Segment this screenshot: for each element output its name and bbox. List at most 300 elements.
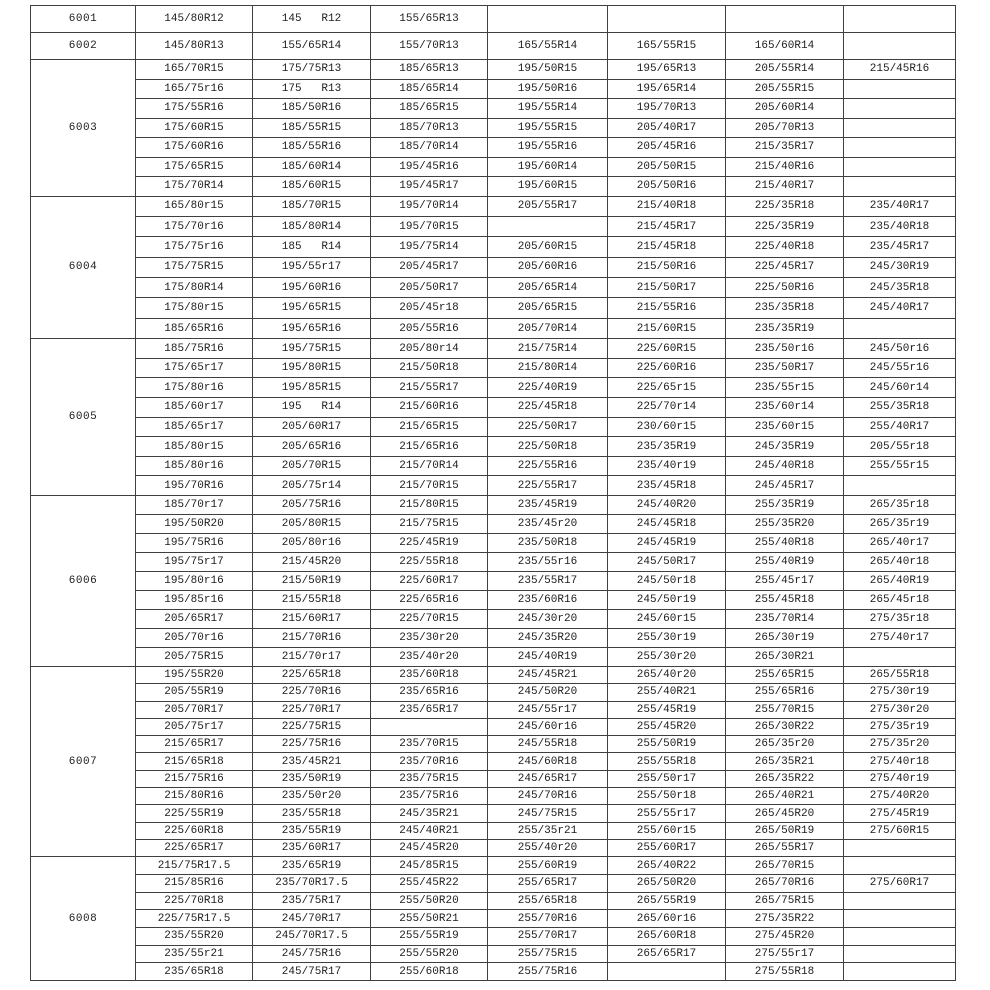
table-row: [31, 437, 956, 457]
tire-size-cell: 205/55r18: [844, 437, 956, 457]
tire-size-cell: 195/65R13: [608, 60, 726, 80]
tire-size-cell: 225/45R18: [488, 398, 608, 418]
tire-size-cell: 235/70R17.5: [253, 874, 371, 892]
tire-size-cell: 205/60R17: [253, 417, 371, 437]
tire-size-cell: 265/40r18: [844, 552, 956, 571]
tire-size-cell: 195/55R16: [488, 138, 608, 158]
tire-size-cell: 265/70R15: [726, 857, 844, 875]
tire-size-cell: 205/80R15: [253, 514, 371, 533]
tire-size-cell: 175/80R14: [136, 278, 253, 298]
tire-size-cell: 215/80R15: [371, 495, 488, 514]
tire-size-cell: 215/75R17.5: [136, 857, 253, 875]
empty-cell: [844, 945, 956, 963]
tire-size-cell: 245/35R21: [371, 805, 488, 822]
table-row: [31, 647, 956, 666]
tire-size-cell: 255/60R17: [608, 839, 726, 856]
table-row: [31, 417, 956, 437]
tire-size-cell: 245/45R19: [608, 533, 726, 552]
tire-size-cell: 185/70r17: [136, 495, 253, 514]
tire-size-cell: 235/35R19: [726, 318, 844, 338]
tire-size-cell: 235/55r15: [726, 378, 844, 398]
table-row: [31, 237, 956, 257]
tire-size-cell: 215/50R19: [253, 571, 371, 590]
tire-size-cell: 195/70R15: [371, 216, 488, 236]
tire-size-cell: 215/40R18: [608, 196, 726, 216]
tire-size-cell: 205/60R15: [488, 237, 608, 257]
table-row: [31, 892, 956, 910]
tire-size-cell: 195/55R15: [488, 118, 608, 138]
tire-size-cell: 205/75r17: [136, 718, 253, 735]
table-row: [31, 6, 956, 33]
tire-size-cell: 195/70R13: [608, 99, 726, 119]
table-row: [31, 318, 956, 338]
table-row: [31, 514, 956, 533]
tire-size-cell: 225/60R16: [608, 358, 726, 378]
tire-size-cell: 225/65R16: [371, 590, 488, 609]
tire-size-cell: 245/35R20: [488, 628, 608, 647]
table-row: [31, 257, 956, 277]
table-row: [31, 718, 956, 735]
tire-size-cell: 235/70R14: [726, 609, 844, 628]
tire-size-cell: 245/45R20: [371, 839, 488, 856]
tire-table-body: [31, 6, 956, 981]
tire-size-cell: 255/50r18: [608, 788, 726, 805]
tire-size-cell: 205/45R17: [371, 257, 488, 277]
tire-size-cell: 175/80r16: [136, 378, 253, 398]
table-row: [31, 33, 956, 60]
tire-size-cell: 235/40R17: [844, 196, 956, 216]
tire-size-cell: 245/50R17: [608, 552, 726, 571]
tire-size-cell: 265/30R22: [726, 718, 844, 735]
group-code-cell: 6004: [31, 196, 136, 339]
tire-size-cell: 265/40R19: [844, 571, 956, 590]
tire-size-cell: 195/65R15: [253, 298, 371, 318]
empty-cell: [844, 476, 956, 496]
tire-size-cell: 245/60r15: [608, 609, 726, 628]
tire-size-cell: 255/40R18: [726, 533, 844, 552]
tire-size-cell: 225/70R18: [136, 892, 253, 910]
tire-size-cell: 265/65R17: [608, 945, 726, 963]
tire-size-cell: 195/55R20: [136, 666, 253, 683]
tire-size-cell: 195/50R16: [488, 79, 608, 99]
tire-size-cell: 195/65R16: [253, 318, 371, 338]
tire-size-cell: 255/35R18: [844, 398, 956, 418]
tire-size-cell: 175 R13: [253, 79, 371, 99]
table-row: [31, 910, 956, 928]
tire-size-cell: 185/50R16: [253, 99, 371, 119]
tire-size-cell: 265/55R19: [608, 892, 726, 910]
tire-size-cell: 235/55R17: [488, 571, 608, 590]
tire-size-cell: 145/80R13: [136, 33, 253, 60]
tire-size-cell: 235/40r20: [371, 647, 488, 666]
tire-size-cell: 245/45R17: [726, 476, 844, 496]
tire-size-cell: 215/75R15: [371, 514, 488, 533]
tire-size-cell: 265/35r20: [726, 736, 844, 753]
empty-cell: [844, 157, 956, 177]
empty-cell: [371, 718, 488, 735]
tire-size-cell: 215/70R15: [371, 476, 488, 496]
tire-size-cell: 195/60R15: [488, 177, 608, 197]
tire-size-cell: 185/60R15: [253, 177, 371, 197]
tire-size-cell: 225/70R15: [371, 609, 488, 628]
tire-size-cell: 205/55R19: [136, 684, 253, 701]
tire-size-cell: 215/65R17: [136, 736, 253, 753]
tire-size-cell: 195 R14: [253, 398, 371, 418]
empty-cell: [844, 118, 956, 138]
table-row: [31, 138, 956, 158]
tire-size-cell: 165/75r16: [136, 79, 253, 99]
tire-size-cell: 265/50R19: [726, 822, 844, 839]
tire-size-cell: 265/40r20: [608, 666, 726, 683]
tire-size-cell: 255/40R17: [844, 417, 956, 437]
tire-size-cell: 235/65R19: [253, 857, 371, 875]
tire-size-cell: 255/70R15: [726, 701, 844, 718]
table-row: [31, 358, 956, 378]
group-code-cell: 6008: [31, 857, 136, 981]
tire-size-cell: 215/70r17: [253, 647, 371, 666]
tire-size-cell: 265/40r17: [844, 533, 956, 552]
tire-size-cell: 185/80R14: [253, 216, 371, 236]
tire-size-cell: 235/55R20: [136, 928, 253, 946]
tire-size-cell: 225/55R17: [488, 476, 608, 496]
tire-size-cell: 225/65R18: [253, 666, 371, 683]
tire-size-cell: 255/50R21: [371, 910, 488, 928]
group-code-cell: 6002: [31, 33, 136, 60]
tire-size-cell: 185/75R16: [136, 339, 253, 359]
tire-size-cell: 275/35r19: [844, 718, 956, 735]
tire-size-cell: 225/75R15: [253, 718, 371, 735]
table-row: [31, 857, 956, 875]
table-row: [31, 278, 956, 298]
tire-size-cell: 235/35R19: [608, 437, 726, 457]
table-row: [31, 99, 956, 119]
tire-size-cell: 205/75R16: [253, 495, 371, 514]
tire-size-cell: 255/50R19: [608, 736, 726, 753]
table-row: [31, 476, 956, 496]
tire-size-cell: 215/45R16: [844, 60, 956, 80]
tire-size-cell: 215/50R18: [371, 358, 488, 378]
tire-size-cell: 255/55r15: [844, 456, 956, 476]
tire-size-cell: 205/55R14: [726, 60, 844, 80]
tire-size-cell: 275/35r20: [844, 736, 956, 753]
table-row: [31, 805, 956, 822]
tire-size-cell: 225/45R19: [371, 533, 488, 552]
tire-size-cell: 225/65R17: [136, 839, 253, 856]
tire-size-cell: 175/65r17: [136, 358, 253, 378]
table-row: [31, 339, 956, 359]
tire-size-cell: 235/60r14: [726, 398, 844, 418]
tire-size-cell: 235/45R19: [488, 495, 608, 514]
tire-size-cell: 235/60R16: [488, 590, 608, 609]
tire-size-cell: 225/50R17: [488, 417, 608, 437]
tire-size-cell: 255/75R15: [488, 945, 608, 963]
tire-size-cell: 255/45R19: [608, 701, 726, 718]
table-row: [31, 533, 956, 552]
tire-size-cell: 225/60R15: [608, 339, 726, 359]
tire-size-cell: 165/55R14: [488, 33, 608, 60]
table-row: [31, 753, 956, 770]
group-code-cell: 6006: [31, 495, 136, 666]
tire-size-cell: 245/30r20: [488, 609, 608, 628]
tire-size-cell: 265/35R22: [726, 770, 844, 787]
tire-size-cell: 235/65R17: [371, 701, 488, 718]
tire-size-cell: 225/70r14: [608, 398, 726, 418]
tire-size-cell: 215/75R16: [136, 770, 253, 787]
tire-size-cell: 255/60r15: [608, 822, 726, 839]
tire-size-cell: 205/75R15: [136, 647, 253, 666]
tire-size-cell: 235/45r20: [488, 514, 608, 533]
tire-size-cell: 265/45r18: [844, 590, 956, 609]
tire-size-cell: 255/40R21: [608, 684, 726, 701]
tire-size-cell: 245/70R17.5: [253, 928, 371, 946]
table-row: [31, 378, 956, 398]
tire-size-cell: 245/40R19: [488, 647, 608, 666]
tire-size-cell: 255/55R19: [371, 928, 488, 946]
tire-size-cell: 265/55R17: [726, 839, 844, 856]
tire-size-cell: 235/60R17: [253, 839, 371, 856]
empty-cell: [488, 216, 608, 236]
table-row: [31, 196, 956, 216]
tire-size-cell: 205/80r14: [371, 339, 488, 359]
tire-size-cell: 265/35r18: [844, 495, 956, 514]
tire-size-cell: 205/80r16: [253, 533, 371, 552]
tire-size-cell: 245/60r14: [844, 378, 956, 398]
table-row: [31, 928, 956, 946]
tire-size-cell: 195/80R15: [253, 358, 371, 378]
tire-size-cell: 265/60r16: [608, 910, 726, 928]
tire-size-cell: 155/65R14: [253, 33, 371, 60]
tire-size-cell: 185/60R14: [253, 157, 371, 177]
tire-size-cell: 185/70R13: [371, 118, 488, 138]
tire-size-cell: 255/45R20: [608, 718, 726, 735]
tire-size-cell: 255/60R18: [371, 963, 488, 981]
tire-size-cell: 265/45R20: [726, 805, 844, 822]
empty-cell: [608, 963, 726, 981]
tire-size-cell: 195/75R16: [136, 533, 253, 552]
tire-size-cell: 215/80R16: [136, 788, 253, 805]
tire-size-cell: 195/70R14: [371, 196, 488, 216]
tire-size-cell: 245/45R21: [488, 666, 608, 683]
tire-size-cell: 185/70R14: [371, 138, 488, 158]
tire-size-cell: 275/40r17: [844, 628, 956, 647]
tire-size-cell: 235/45R18: [608, 476, 726, 496]
tire-size-cell: 245/85R15: [371, 857, 488, 875]
tire-size-cell: 225/65r15: [608, 378, 726, 398]
table-row: [31, 770, 956, 787]
tire-size-cell: 255/65R16: [726, 684, 844, 701]
tire-size-cell: 235/50r16: [726, 339, 844, 359]
tire-size-cell: 245/55r17: [488, 701, 608, 718]
table-row: [31, 157, 956, 177]
tire-size-cell: 215/65R16: [371, 437, 488, 457]
tire-size-cell: 255/40R19: [726, 552, 844, 571]
tire-size-cell: 235/55r21: [136, 945, 253, 963]
tire-size-cell: 255/55R20: [371, 945, 488, 963]
tire-size-cell: 235/75R15: [371, 770, 488, 787]
table-row: [31, 788, 956, 805]
tire-size-cell: 245/35R19: [726, 437, 844, 457]
table-row: [31, 839, 956, 856]
tire-size-cell: 225/75R17.5: [136, 910, 253, 928]
tire-size-cell: 235/60R18: [371, 666, 488, 683]
tire-size-cell: 205/55R15: [726, 79, 844, 99]
tire-size-cell: 225/40R19: [488, 378, 608, 398]
tire-size-cell: 245/50R20: [488, 684, 608, 701]
tire-size-cell: 185/80r15: [136, 437, 253, 457]
tire-size-cell: 155/65R13: [371, 6, 488, 33]
tire-size-cell: 175/75R15: [136, 257, 253, 277]
tire-size-cell: 255/50r17: [608, 770, 726, 787]
group-code-cell: 6005: [31, 339, 136, 496]
tire-size-cell: 255/30r19: [608, 628, 726, 647]
tire-size-cell: 215/40R17: [726, 177, 844, 197]
tire-size-cell: 275/55r17: [726, 945, 844, 963]
tire-size-cell: 175/65R15: [136, 157, 253, 177]
tire-size-cell: 185/65R15: [371, 99, 488, 119]
tire-size-cell: 265/35R21: [726, 753, 844, 770]
tire-size-cell: 195/85R15: [253, 378, 371, 398]
tire-size-cell: 245/75R16: [253, 945, 371, 963]
table-row: [31, 571, 956, 590]
empty-cell: [726, 6, 844, 33]
tire-size-cell: 235/50R19: [253, 770, 371, 787]
tire-size-cell: 255/65R17: [488, 874, 608, 892]
tire-size-cell: 235/50R17: [726, 358, 844, 378]
tire-size-cell: 235/65R18: [136, 963, 253, 981]
tire-size-cell: 265/40R22: [608, 857, 726, 875]
tire-size-cell: 255/35r21: [488, 822, 608, 839]
tire-size-cell: 265/75R15: [726, 892, 844, 910]
tire-size-cell: 225/50R16: [726, 278, 844, 298]
tire-size-cell: 265/50R20: [608, 874, 726, 892]
tire-size-table: [30, 5, 956, 981]
tire-size-cell: 205/60R14: [726, 99, 844, 119]
tire-size-cell: 205/65R17: [136, 609, 253, 628]
table-row: [31, 963, 956, 981]
tire-size-cell: 215/70R14: [371, 456, 488, 476]
tire-size-cell: 165/80r15: [136, 196, 253, 216]
tire-size-cell: 235/35R18: [726, 298, 844, 318]
tire-size-cell: 225/55R19: [136, 805, 253, 822]
tire-size-cell: 175/75r16: [136, 237, 253, 257]
tire-size-cell: 145/80R12: [136, 6, 253, 33]
table-row: [31, 177, 956, 197]
tire-size-cell: 185/70R15: [253, 196, 371, 216]
tire-size-cell: 195/45R17: [371, 177, 488, 197]
tire-size-cell: 275/45R19: [844, 805, 956, 822]
tire-size-cell: 215/85R16: [136, 874, 253, 892]
tire-size-cell: 265/40R21: [726, 788, 844, 805]
tire-size-cell: 255/70R16: [488, 910, 608, 928]
tire-size-cell: 275/45R20: [726, 928, 844, 946]
tire-size-cell: 215/65R18: [136, 753, 253, 770]
tire-size-cell: 205/55R16: [371, 318, 488, 338]
tire-size-cell: 215/75R14: [488, 339, 608, 359]
tire-size-cell: 235/55R18: [253, 805, 371, 822]
tire-size-cell: 245/30R19: [844, 257, 956, 277]
tire-size-cell: 255/35R19: [726, 495, 844, 514]
tire-size-cell: 175/55R16: [136, 99, 253, 119]
tire-size-cell: 175/80r15: [136, 298, 253, 318]
tire-size-cell: 235/75R16: [371, 788, 488, 805]
table-row: [31, 118, 956, 138]
tire-size-cell: 225/55R18: [371, 552, 488, 571]
tire-size-cell: 265/30r19: [726, 628, 844, 647]
tire-size-cell: 175/70R14: [136, 177, 253, 197]
tire-size-cell: 215/50R16: [608, 257, 726, 277]
tire-size-cell: 185/65r17: [136, 417, 253, 437]
tire-size-cell: 205/70R17: [136, 701, 253, 718]
table-row: [31, 552, 956, 571]
tire-size-cell: 225/60R17: [371, 571, 488, 590]
tire-size-cell: 195/45R16: [371, 157, 488, 177]
tire-size-cell: 205/50R16: [608, 177, 726, 197]
table-row: [31, 628, 956, 647]
tire-size-cell: 185/80r16: [136, 456, 253, 476]
tire-size-cell: 215/60R15: [608, 318, 726, 338]
tire-size-cell: 215/45R17: [608, 216, 726, 236]
tire-size-cell: 245/60r16: [488, 718, 608, 735]
table-row: [31, 216, 956, 236]
tire-size-cell: 205/45r18: [371, 298, 488, 318]
tire-size-cell: 165/55R15: [608, 33, 726, 60]
empty-cell: [844, 857, 956, 875]
tire-size-cell: 225/70R16: [253, 684, 371, 701]
tire-size-cell: 255/65R18: [488, 892, 608, 910]
tire-size-cell: 215/70R16: [253, 628, 371, 647]
tire-size-cell: 195/85r16: [136, 590, 253, 609]
tire-size-cell: 175/60R16: [136, 138, 253, 158]
tire-size-cell: 255/45r17: [726, 571, 844, 590]
tire-size-cell: 215/80R14: [488, 358, 608, 378]
tire-size-cell: 225/60R18: [136, 822, 253, 839]
tire-size-cell: 215/55R18: [253, 590, 371, 609]
tire-size-cell: 195/75r17: [136, 552, 253, 571]
tire-size-cell: 245/70R16: [488, 788, 608, 805]
tire-size-cell: 245/50r19: [608, 590, 726, 609]
tire-size-cell: 255/35R20: [726, 514, 844, 533]
table-row: [31, 398, 956, 418]
tire-size-cell: 235/55R19: [253, 822, 371, 839]
tire-size-cell: 205/65R14: [488, 278, 608, 298]
table-row: [31, 495, 956, 514]
tire-size-cell: 225/40R18: [726, 237, 844, 257]
tire-size-cell: 205/70R14: [488, 318, 608, 338]
tire-size-cell: 185/65R14: [371, 79, 488, 99]
tire-size-cell: 275/60R17: [844, 874, 956, 892]
tire-size-cell: 225/55R16: [488, 456, 608, 476]
tire-size-cell: 245/55R18: [488, 736, 608, 753]
table-row: [31, 79, 956, 99]
table-row: [31, 609, 956, 628]
empty-cell: [844, 928, 956, 946]
empty-cell: [488, 6, 608, 33]
empty-cell: [844, 99, 956, 119]
tire-size-cell: 205/50R17: [371, 278, 488, 298]
empty-cell: [844, 138, 956, 158]
tire-size-cell: 230/60r15: [608, 417, 726, 437]
tire-size-cell: 195/50R20: [136, 514, 253, 533]
tire-size-cell: 185/65R16: [136, 318, 253, 338]
table-row: [31, 666, 956, 683]
tire-size-cell: 235/40r19: [608, 456, 726, 476]
tire-size-cell: 205/55R17: [488, 196, 608, 216]
tire-size-cell: 215/55R16: [608, 298, 726, 318]
tire-size-cell: 195/55R14: [488, 99, 608, 119]
tire-size-cell: 245/50r18: [608, 571, 726, 590]
tire-size-cell: 205/70R15: [253, 456, 371, 476]
table-row: [31, 60, 956, 80]
